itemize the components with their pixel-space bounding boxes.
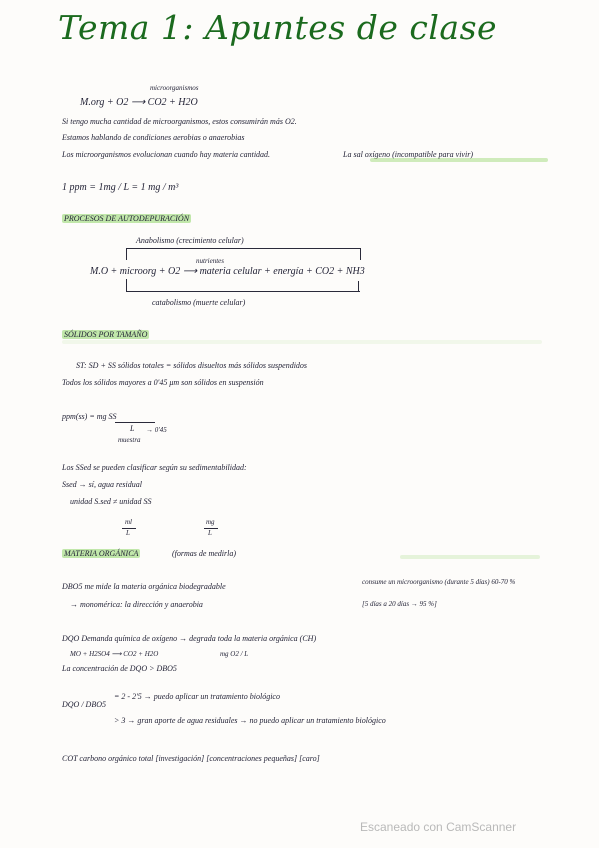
arrow-label-microorganismos: microorganismos (150, 84, 199, 92)
ssed-agua-residual: Ssed → sí, agua residual (62, 480, 142, 489)
note-oxygen-consumption: Si tengo mucha cantidad de microorganismos, estos consumirán más O2. (62, 117, 297, 126)
ppm-definition: 1 ppm = 1mg / L = 1 mg / m³ (62, 182, 179, 193)
unit-l: L (126, 529, 130, 537)
section-heading-solidos (62, 330, 149, 340)
anabolismo-label: Anabolismo (crecimiento celular) (136, 236, 244, 245)
note-oxygen-incompatible: La sal oxígeno (incompatible para vivir) (343, 150, 473, 159)
dqo-unidades: mg O2 / L (220, 650, 249, 658)
section-heading-materia-organica (62, 549, 140, 559)
equation-autodepuracion: M.O + microorg + O2 ⟶ materia celular + energía + CO2 + NH3 (90, 266, 365, 277)
dbo5-definicion: DBO5 me mide la materia orgánica biodegradable (62, 582, 226, 591)
catabolismo-label: catabolismo (muerte celular) (152, 298, 246, 307)
dqo-mayor-dbo: La concentración de DQO > DBO5 (62, 664, 177, 673)
heading-text: PROCESOS DE AUTODEPURACIÓN (64, 214, 190, 223)
dqo-definicion: DQO Demanda química de oxígeno → degrada toda la materia orgánica (CH) (62, 634, 317, 643)
ppm-ss-numerator: ppm(ss) = mg SS (62, 412, 117, 421)
ratio-dqo-dbo: DQO / DBO5 (62, 700, 106, 709)
solidos-totales: ST: SD + SS sólidos totales = sólidos disueltos más sólidos suspendidos (76, 361, 308, 370)
catabolismo-bracket (126, 291, 360, 292)
dbo5-dias: [5 días a 20 días → 95 %] (362, 600, 437, 608)
bracket-left (126, 248, 127, 260)
arrow-label-nutrientes: nutrientes (196, 257, 224, 265)
note-evolution: Los microorganismos evolucionan cuando hay materia cantidad. (62, 150, 271, 159)
section-subheading: (formas de medirla) (172, 549, 236, 558)
solidos-suspension: Todos los sólidos mayores a 0'45 μm son sólidos en suspensión (62, 378, 264, 387)
equation-respiration: M.org + O2 ⟶ CO2 + H2O (80, 97, 198, 108)
ratio-no-biologico: > 3 → gran aporte de agua residuales → no puedo aplicar un tratamiento biológico (114, 716, 386, 725)
heading-text: MATERIA ORGÁNICA (64, 549, 139, 558)
bracket-right (360, 248, 361, 260)
unit-mg: mg (206, 518, 215, 526)
bracket-right-bottom (358, 281, 359, 291)
heading-text: SÓLIDOS POR TAMAÑO (64, 330, 148, 339)
highlight-mark (62, 340, 542, 344)
ratio-biologico: = 2 - 2'5 → puedo aplicar un tratamiento biológico (114, 692, 280, 701)
ssed-clasificacion: Los SSed se pueden clasificar según su sedimentabilidad: (62, 463, 247, 472)
cot-definicion: COT carbono orgánico total [investigación] [concentraciones pequeñas] [caro] (62, 754, 320, 763)
anabolismo-bracket (126, 248, 360, 249)
fraction-bar (115, 422, 155, 423)
unit-l: L (208, 529, 212, 537)
ppm-ss-muestra: muestra (118, 436, 141, 444)
highlight-mark (400, 555, 540, 559)
highlight-mark (370, 158, 548, 162)
dbo5-monomerica: → monomérica: la dirección y anaerobia (70, 600, 203, 609)
bracket-left-bottom (126, 279, 127, 291)
ssed-unidades: unidad S.sed ≠ unidad SS (70, 497, 152, 506)
dbo5-consumo: consume un microorganismo (durante 5 días) 60-70 % (362, 578, 516, 586)
ppm-ss-filter: → 0'45 (146, 426, 167, 434)
section-heading-autodepuracion (62, 214, 191, 224)
camscanner-watermark: Escaneado con CamScanner (360, 820, 517, 834)
page-title: Tema 1: Apuntes de clase (58, 8, 498, 47)
unit-ml: ml (125, 518, 132, 526)
dqo-reaccion: MO + H2SO4 ⟶ CO2 + H2O (70, 650, 159, 658)
note-conditions: Estamos hablando de condiciones aerobias o anaerobias (62, 133, 245, 142)
ppm-ss-denominator: L (130, 424, 135, 433)
